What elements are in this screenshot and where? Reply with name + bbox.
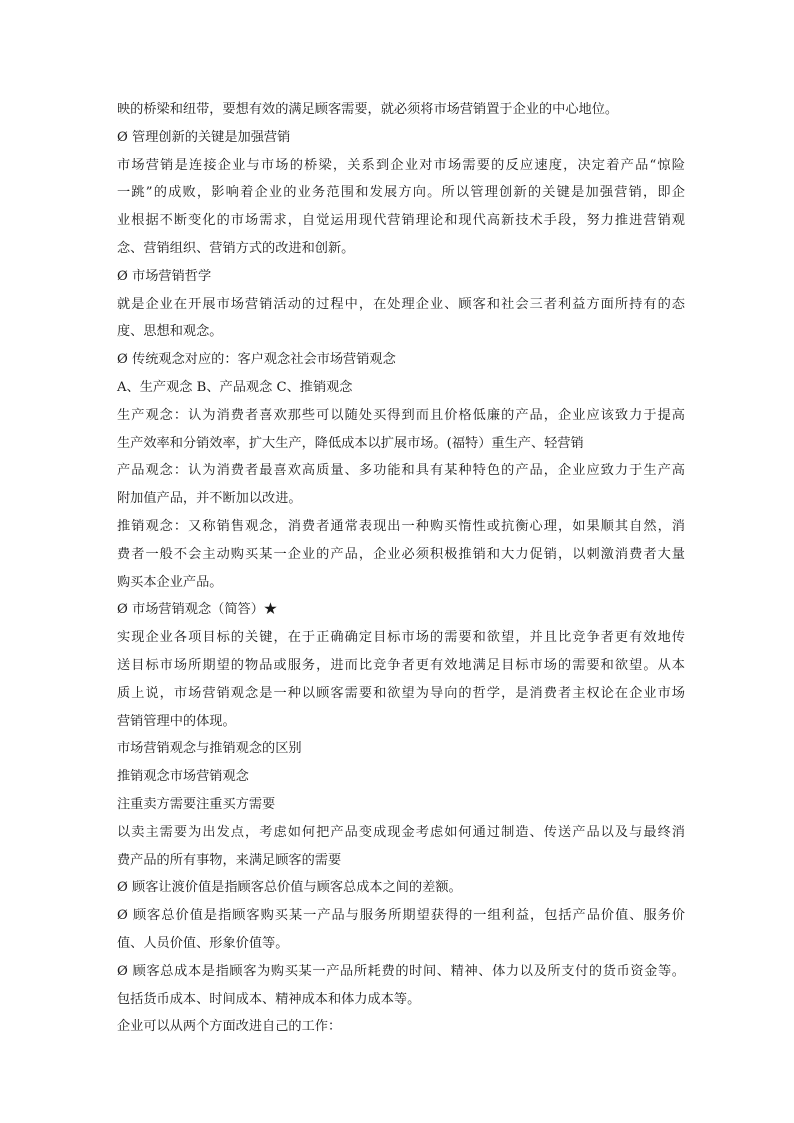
text-line: 购买本企业产品。 bbox=[117, 574, 223, 590]
text-line: 质上说，市场营销观念是一种以顾客需要和欲望为导向的哲学，是消费者主权论在企业市场 bbox=[117, 685, 685, 701]
text-line: 市场营销是连接企业与市场的桥梁，关系到企业对市场需要的反应速度，决定着产品“惊险 bbox=[117, 157, 685, 173]
text-line: Ø 顾客总成本是指顾客为购买某一产品所耗费的时间、精神、体力以及所支付的货币资金等。 bbox=[117, 963, 685, 979]
text-line: 营销管理中的体现。 bbox=[117, 713, 236, 729]
text-line: 一跳”的成败，影响着企业的业务范围和发展方向。所以管理创新的关键是加强营销，即企 bbox=[117, 185, 685, 201]
text-line: 就是企业在开展市场营销活动的过程中，在处理企业、顾客和社会三者利益方面所持有的态 bbox=[117, 296, 685, 312]
text-line: Ø 市场营销哲学 bbox=[117, 268, 212, 284]
text-line: 念、营销组织、营销方式的改进和创新。 bbox=[117, 240, 355, 256]
text-line: 送目标市场所期望的物品或服务，进而比竞争者更有效地满足目标市场的需要和欲望。从本 bbox=[117, 657, 685, 673]
text-line: 度、思想和观念。 bbox=[117, 324, 223, 340]
text-line: 值、人员价值、形象价值等。 bbox=[117, 935, 289, 951]
text-line: 附加值产品，并不断加以改进。 bbox=[117, 491, 302, 507]
text-line: 实现企业各项目标的关键，在于正确确定目标市场的需要和欲望，并且比竞争者更有效地传 bbox=[117, 630, 685, 646]
text-line: 企业可以从两个方面改进自己的工作： bbox=[117, 1019, 342, 1035]
text-line: 费产品的所有事物，来满足顾客的需要 bbox=[117, 852, 342, 868]
text-line: 推销观念市场营销观念 bbox=[117, 769, 249, 785]
text-line: 产品观念：认为消费者最喜欢高质量、多功能和具有某种特色的产品，企业应致力于生产高 bbox=[117, 463, 685, 479]
text-line: Ø 顾客让渡价值是指顾客总价值与顾客总成本之间的差额。 bbox=[117, 880, 462, 896]
text-line: 市场营销观念与推销观念的区别 bbox=[117, 741, 302, 757]
text-line: 费者一般不会主动购买某一企业的产品，企业必须积极推销和大力促销，以刺激消费者大量 bbox=[117, 546, 685, 562]
text-line: Ø 管理创新的关键是加强营销 bbox=[117, 129, 291, 145]
text-line: 以卖主需要为出发点，考虑如何把产品变成现金考虑如何通过制造、传送产品以及与最终消 bbox=[117, 824, 685, 840]
text-line: 包括货币成本、时间成本、精神成本和体力成本等。 bbox=[117, 991, 421, 1007]
text-line: 推销观念：又称销售观念，消费者通常表现出一种购买惰性或抗衡心理，如果顺其自然，消 bbox=[117, 518, 685, 534]
text-line: 生产效率和分销效率，扩大生产，降低成本以扩展市场。(福特）重生产、轻营销 bbox=[117, 435, 584, 451]
text-line: A、生产观念 B、产品观念 C、推销观念 bbox=[117, 379, 353, 395]
text-line: 生产观念：认为消费者喜欢那些可以随处买得到而且价格低廉的产品，企业应该致力于提高 bbox=[117, 407, 685, 423]
text-line: Ø 顾客总价值是指顾客购买某一产品与服务所期望获得的一组利益，包括产品价值、服务价 bbox=[117, 908, 685, 924]
document-body bbox=[117, 96, 685, 1041]
text-line: Ø 传统观念对应的：客户观念社会市场营销观念 bbox=[117, 352, 396, 368]
text-line: 业根据不断变化的市场需求，自觉运用现代营销理论和现代高新技术手段，努力推进营销观 bbox=[117, 213, 685, 229]
text-line: 注重卖方需要注重买方需要 bbox=[117, 796, 276, 812]
text-line: 映的桥梁和纽带，要想有效的满足顾客需要，就必须将市场营销置于企业的中心地位。 bbox=[117, 102, 619, 117]
text-line: Ø 市场营销观念（简答）★ bbox=[117, 602, 278, 618]
